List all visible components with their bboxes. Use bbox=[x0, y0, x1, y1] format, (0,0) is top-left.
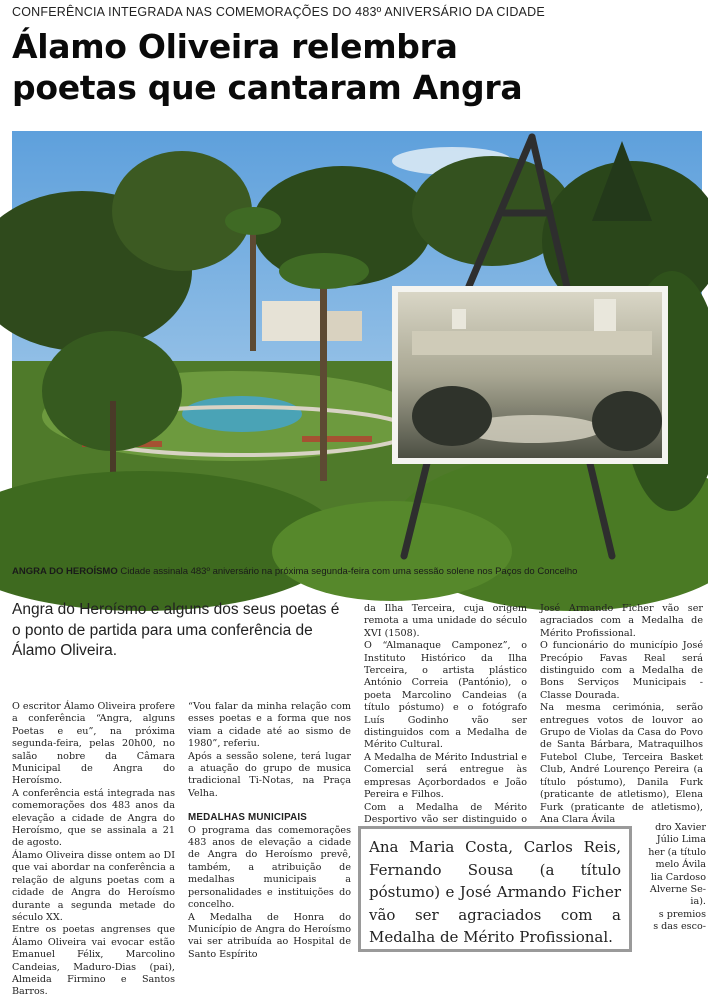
paragraph: da Ilha Terceira, cuja origem remota a uma unidade do século XVI (1508). bbox=[364, 603, 527, 639]
line-fragment: dro Xavier bbox=[655, 822, 706, 833]
line-fragment: ia). bbox=[690, 896, 706, 908]
paragraph: Após a sessão solene, terá lugar a atuação do grupo de musica tradicional Ti-Notas, na Praça Velha. bbox=[188, 750, 351, 799]
line-fragment: s premios bbox=[658, 908, 706, 920]
paragraph: A conferência está integrada nas comemorações dos 483 anos da elevação a cidade de Angra do Heroísmo, que se assinala a 21 de agosto. bbox=[12, 787, 175, 849]
section-heading: MEDALHAS MUNICIPAIS bbox=[188, 812, 308, 824]
caption-label: ANGRA DO HEROÍSMO bbox=[12, 566, 118, 577]
text-column-4 bbox=[540, 603, 703, 825]
article-kicker: CONFERÊNCIA INTEGRADA NAS COMEMORAÇÕES DO 483º ANIVERSÁRIO DA CIDADE bbox=[12, 5, 545, 19]
headline-line-1: Álamo Oliveira relembra bbox=[12, 27, 458, 66]
line-fragment: Alverne Se- bbox=[649, 884, 706, 896]
text-column-3 bbox=[364, 603, 527, 825]
caption-text: Cidade assinala 483º aniversário na próxima segunda-feira com uma sessão solene nos Paços do Concelho bbox=[117, 566, 578, 577]
line-fragment: her (a título bbox=[648, 846, 706, 858]
headline-line-2: poetas que cantaram Angra bbox=[12, 68, 523, 107]
paragraph: “Vou falar da minha relação com esses poetas e a forma que nos viam a cidade até ao sismo de 1980”, referiu. bbox=[188, 701, 351, 750]
text-column-2 bbox=[188, 701, 351, 959]
line-fragment: Júlio Lima bbox=[656, 834, 706, 846]
line-fragment: s das esco- bbox=[653, 921, 706, 933]
historical-print bbox=[392, 286, 668, 464]
line-fragment: lia Cardoso bbox=[650, 871, 706, 883]
article-photo bbox=[12, 131, 702, 562]
photo-caption bbox=[12, 566, 702, 578]
paragraph: O funcionário do município José Precópio Favas Real será distinguido com a Medalha de Bons Serviços Municipais - Classe Dourada. bbox=[540, 640, 703, 701]
spacer bbox=[188, 800, 351, 812]
paragraph: A Medalha de Honra do Município de Angra do Heroísmo vai ser atribuída ao Hospital de Santo Espírito bbox=[188, 911, 351, 960]
paragraph: Entre os poetas angrenses que Álamo Oliveira vai evocar estão Emanuel Félix, Marcolino Candeias, Maduro-Dias (pai), Almeida Firmino e Santos Barros. bbox=[12, 924, 175, 998]
text-column-4-tail bbox=[636, 822, 706, 958]
paragraph: O “Almanaque Camponez”, o Instituto Histórico da Ilha Terceira, o artista plástico António Correia (Pantónio), o poeta Marcolino Candeias (a título póstumo) e o fotógrafo Luís Godinho vão ser distinguidos com a Medalha de Mérito Cultural. bbox=[364, 640, 527, 751]
paragraph: O programa das comemorações 483 anos de elevação a cidade de Angra do Heroísmo prevê, também, a atribuição de medalhas municipais a personalidades e instituições do concelho. bbox=[188, 824, 351, 911]
paragraph: O escritor Álamo Oliveira profere a conferência “Angra, alguns Poetas e eu”, na próxima segunda-feira, pelas 20h00, no salão nobre da Câmara Municipal de Angra do Heroísmo. bbox=[12, 701, 175, 787]
article-lead: Angra do Heroísmo e alguns dos seus poetas é o ponto de partida para uma conferência de Álamo Oliveira. bbox=[12, 601, 340, 659]
paragraph: A Medalha de Mérito Industrial e Comercial será entregue às empresas Açorbordados e João Pereira e Filhos. bbox=[364, 751, 527, 801]
paragraph: Com a Medalha de Mérito Desportivo vão ser distinguido o bbox=[364, 801, 527, 825]
article-headline bbox=[12, 26, 702, 108]
text-column-1 bbox=[12, 701, 175, 998]
pull-quote: Ana Maria Costa, Carlos Reis, Fernando Sousa (a título póstumo) e José Armando Ficher vão ser agraciados com a Medalha de Mérito Profissional. bbox=[358, 826, 632, 952]
paragraph: Na mesma cerimónia, serão entregues votos de louvor ao Grupo de Violas da Casa do Povo de Santa Bárbara, Matraquilhos Futebol Clube, Terceira Basket Club, André Lourenço Pereira (a título póstumo), Danila Furk (praticante de atletismo), Elena Furk (praticante de atletismo), Ana Clara Ávila bbox=[540, 702, 703, 825]
paragraph: José Armando Ficher vão ser agraciados com a Medalha de Mérito Profissional. bbox=[540, 603, 703, 639]
paragraph: Álamo Oliveira disse ontem ao DI que vai abordar na conferência a relação de alguns poetas com a cidade de Angra do Heroísmo durante a segunda metade do século XX. bbox=[12, 849, 175, 923]
line-fragment: melo Ávila bbox=[655, 859, 706, 871]
